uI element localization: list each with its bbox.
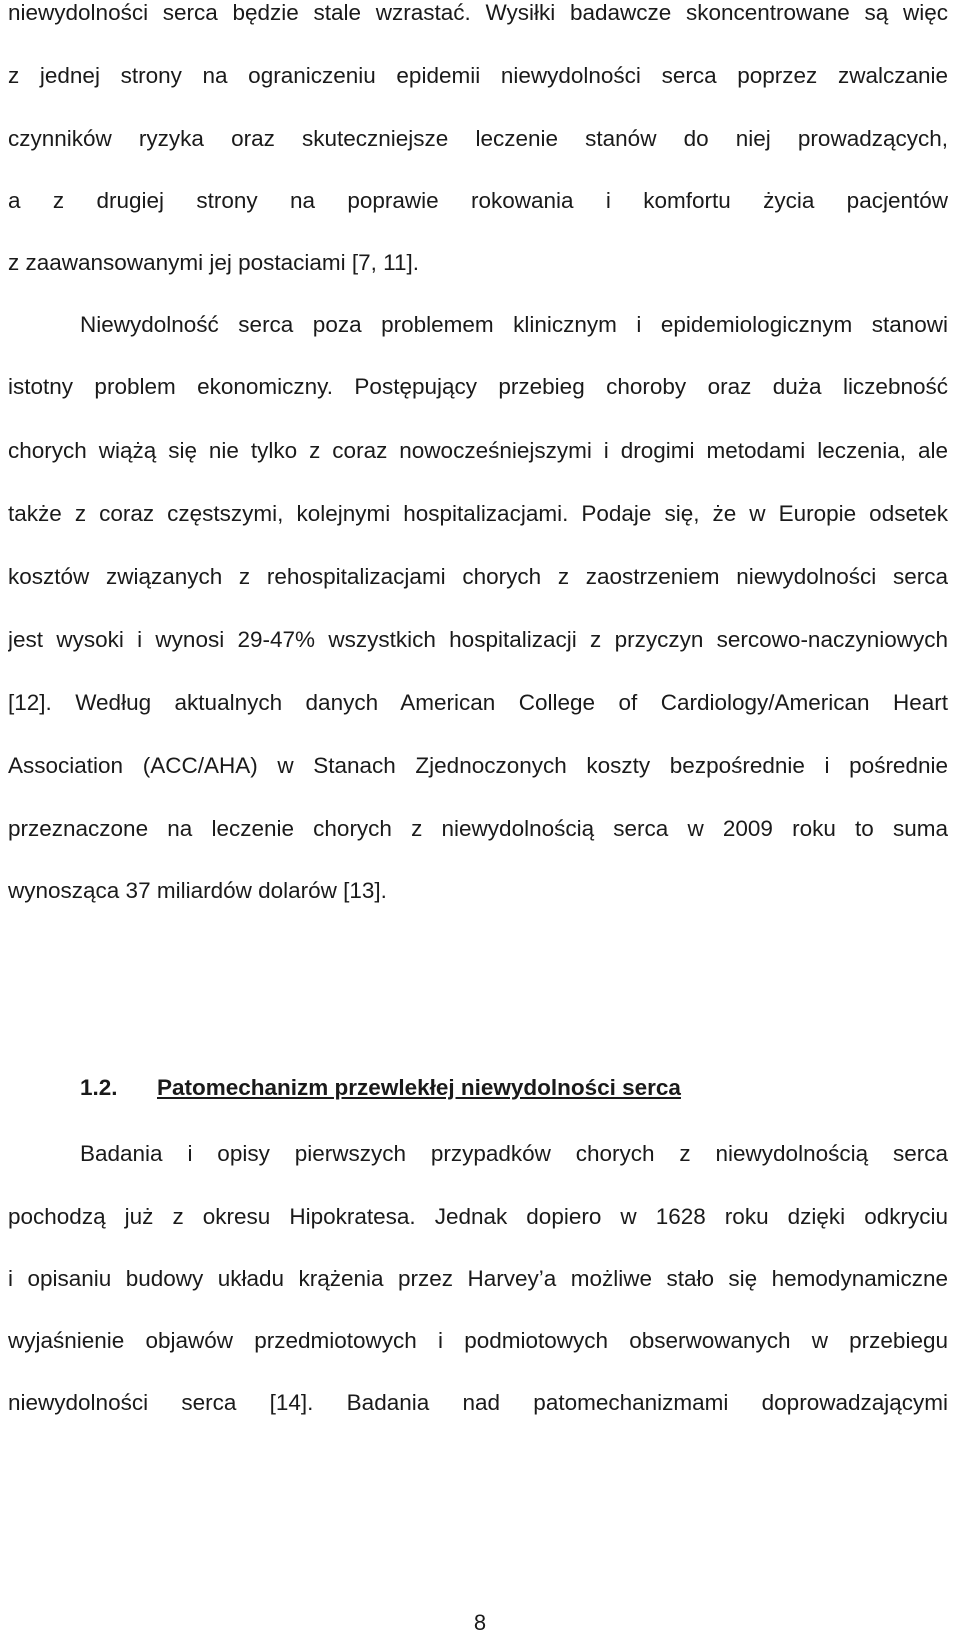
text-line: Association (ACC/AHA) w Stanach Zjednoczonych koszty bezpośrednie i pośrednie: [8, 755, 948, 778]
text-line: a z drugiej strony na poprawie rokowania i komfortu życia pacjentów: [8, 190, 948, 213]
text-line: czynników ryzyka oraz skuteczniejsze leczenie stanów do niej prowadzących,: [8, 128, 948, 151]
text-line: jest wysoki i wynosi 29-47% wszystkich hospitalizacji z przyczyn sercowo-naczyniowych: [8, 629, 948, 652]
text-line: z jednej strony na ograniczeniu epidemii niewydolności serca poprzez zwalczanie: [8, 65, 948, 88]
text-line: niewydolności serca [14]. Badania nad patomechanizmami doprowadzającymi: [8, 1392, 948, 1415]
text-line: pochodzą już z okresu Hipokratesa. Jednak dopiero w 1628 roku dzięki odkryciu: [8, 1206, 948, 1229]
text-line: z zaawansowanymi jej postaciami [7, 11].: [8, 252, 420, 275]
text-line: niewydolności serca będzie stale wzrastać. Wysiłki badawcze skoncentrowane są więc: [8, 2, 948, 25]
text-line: i opisaniu budowy układu krążenia przez Harvey’a możliwe stało się hemodynamiczne: [8, 1268, 948, 1291]
text-line: istotny problem ekonomiczny. Postępujący przebieg choroby oraz duża liczebność: [8, 376, 948, 399]
text-line: chorych wiążą się nie tylko z coraz nowocześniejszymi i drogimi metodami leczenia, ale: [8, 440, 948, 463]
text-line: także z coraz częstszymi, kolejnymi hospitalizacjami. Podaje się, że w Europie odsetek: [8, 503, 948, 526]
text-line: Niewydolność serca poza problemem klinicznym i epidemiologicznym stanowi: [80, 314, 948, 337]
page-number: 8: [473, 1610, 487, 1635]
text-line: przeznaczone na leczenie chorych z niewydolnością serca w 2009 roku to suma: [8, 818, 948, 841]
text-line: [12]. Według aktualnych danych American College of Cardiology/American Heart: [8, 692, 948, 715]
section-title: Patomechanizm przewlekłej niewydolności serca: [157, 1075, 681, 1100]
text-line: kosztów związanych z rehospitalizacjami chorych z zaostrzeniem niewydolności serca: [8, 566, 948, 589]
section-heading: [80, 1077, 681, 1100]
section-number: 1.2.: [80, 1075, 118, 1100]
text-line: Badania i opisy pierwszych przypadków chorych z niewydolnością serca: [80, 1143, 948, 1166]
text-line: wyjaśnienie objawów przedmiotowych i podmiotowych obserwowanych w przebiegu: [8, 1330, 948, 1353]
text-line: wynosząca 37 miliardów dolarów [13].: [8, 880, 387, 903]
